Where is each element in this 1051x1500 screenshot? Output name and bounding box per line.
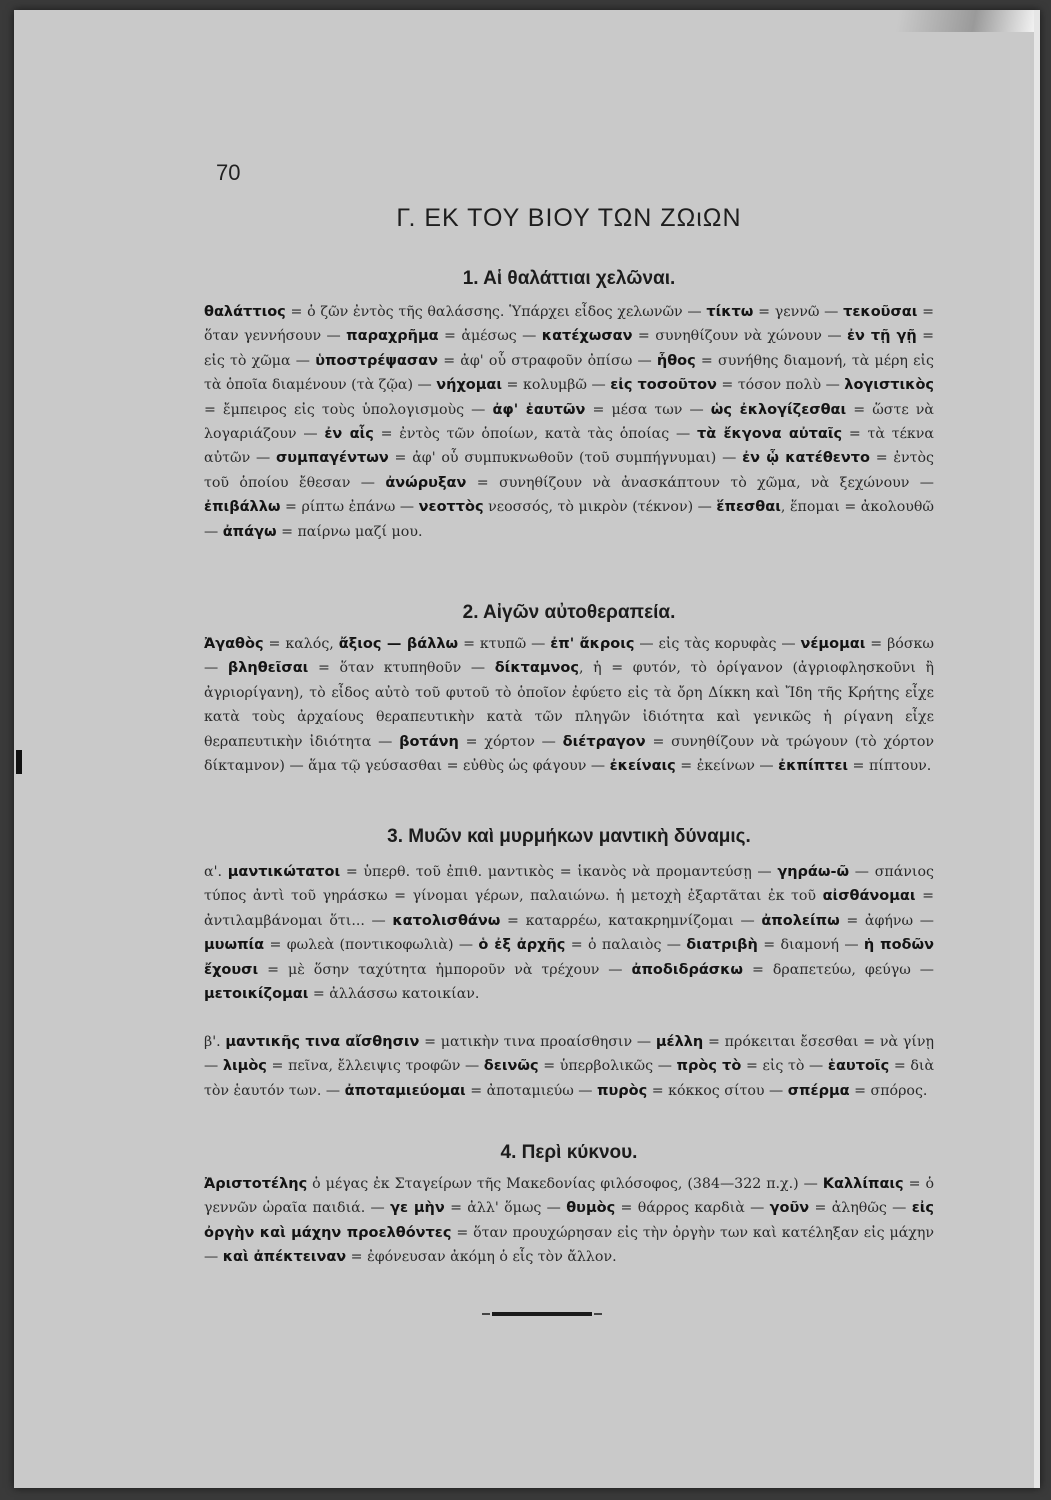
section-3-paragraph-a — [204, 860, 934, 1006]
page-corner-fold — [884, 10, 1034, 32]
gloss-text: = δραπετεύω, φεύγω — — [743, 961, 934, 978]
gloss-text: = ἀλλάσσω κατοικίαν. — [308, 986, 480, 1003]
gloss-text: — σπάνιος τύπος ἀντὶ τοῦ γηράσκω = γίνομαι γέρων, παλαιώνω. ἡ μετοχὴ ἐξαρτᾶται ἐκ τοῦ — [204, 864, 934, 905]
headword: ἑαυτοῖς — [827, 1058, 890, 1075]
gloss-text: = ἔμπειρος εἰς τοὺς ὑπολογισμοὺς — — [204, 401, 493, 418]
headword: συμπαγέντων — [276, 450, 389, 467]
headword: γοῦν — [769, 1200, 810, 1217]
end-rule — [492, 1312, 592, 1316]
section-4-paragraph — [204, 1172, 934, 1270]
gloss-text: = φωλεὰ (ποντικοφωλιὰ) — — [264, 937, 479, 954]
headword: δίκταμνος — [494, 660, 579, 677]
headword: ἐπιβάλλω — [204, 499, 281, 516]
gloss-text: = θάρρος καρδιὰ — — [615, 1200, 770, 1217]
gloss-text: = καλός, — [263, 636, 339, 652]
headword: ἡ ποδῶν ἔχουσι — [204, 937, 934, 978]
headword: βοτάνη — [399, 733, 459, 750]
gloss-text: = ἐντὸς τῶν ὁποίων, κατὰ τὰς ὁποίας — — [373, 426, 697, 443]
headword: Ἀγαθὸς — [204, 636, 264, 652]
gloss-text: = πρόκειται ἔσεσθαι = νὰ γίνῃ — — [204, 1034, 935, 1075]
gloss-text: = ὑπερβολικῶς — — [538, 1058, 677, 1075]
gloss-text: = ἀφ' οὗ στραφοῦν ὀπίσω — — [438, 352, 657, 369]
section-1-paragraph — [204, 300, 934, 544]
headword: εἰς τοσοῦτον — [610, 377, 717, 394]
gloss-text: = συνηθίζουν νὰ ἀνασκάπτουν τὸ χῶμα, νὰ ξεχώνουν — — [466, 474, 934, 491]
gloss-text: = ἀλλ' ὅμως — — [444, 1200, 567, 1217]
gloss-text: = ἐντὸς τοῦ ὁποίου ἔθεσαν — — [204, 450, 934, 491]
headword: εἰς ὀργὴν καὶ μάχην προελθόντες — [204, 1200, 935, 1241]
headword: μαντικώτατοι — [227, 864, 341, 880]
gloss-text: = ὁ ζῶν ἐντὸς τῆς θαλάσσης. Ὑπάρχει εἶδος χελωνῶν — — [285, 304, 707, 320]
gloss-text: = εἰς τὸ χῶμα — — [204, 328, 934, 369]
section-title-2: 2. Αἰγῶν αὐτοθεραπεία. — [462, 602, 676, 623]
headword: ἀφ' ἑαυτῶν — [492, 401, 586, 418]
headword: ἐν ᾧ κατέθεντο — [742, 450, 870, 467]
gloss-text: = ἀληθῶς — — [809, 1200, 912, 1217]
gloss-text: = σπόρος. — [849, 1082, 928, 1099]
gloss-text: = ἀντιλαμβάνομαι ὅτι... — — [204, 888, 934, 929]
gloss-text: = ὁ γεννῶν ὡραῖα παιδιά. — — [204, 1176, 935, 1217]
section-3-paragraph-b — [204, 1030, 934, 1103]
gloss-text: = παίρνω μαζί μου. — [276, 523, 423, 540]
headword: ἀπάγω — [222, 523, 277, 540]
gloss-text: = ἀμέσως — — [438, 328, 542, 345]
gloss-text: = ὅταν προυχώρησαν εἰς τὴν ὀργὴν των καὶ κατέληξαν εἰς μάχην — — [204, 1224, 935, 1266]
headword: διατριβὴ — [686, 937, 758, 954]
gloss-text: = πίπτουν. — [848, 758, 932, 775]
chapter-title: Γ. ΕΚ ΤΟΥ ΒΙΟΥ ΤΩΝ ΖΩιΩΝ — [396, 204, 742, 232]
headword: ὡς ἐκλογίζεσθαι — [710, 401, 847, 418]
headword: σπέρμα — [787, 1082, 850, 1099]
gloss-text: = χόρτον — — [458, 733, 563, 750]
headword: ἄξιος — βάλλω — [338, 636, 459, 652]
gloss-text: = ρίπτω ἐπάνω — — [280, 499, 419, 516]
headword: λογιστικὸς — [844, 377, 934, 394]
headword: ἀποταμιεύομαι — [344, 1082, 466, 1099]
headword: ἐκείναις — [609, 758, 676, 775]
headword: μετοικίζομαι — [204, 986, 309, 1003]
headword: νέμομαι — [800, 636, 866, 652]
gloss-text: = τόσον πολὺ — — [716, 377, 845, 394]
gloss-text: α'. — [204, 864, 228, 880]
gloss-text: = κολυμβῶ — — [502, 377, 611, 394]
page-number: 70 — [216, 160, 241, 185]
section-title-3: 3. Μυῶν καὶ μυρμήκων μαντικὴ δύναμις. — [387, 826, 751, 847]
headword: θυμὸς — [566, 1200, 616, 1217]
headword: πρὸς τὸ — [676, 1058, 742, 1075]
headword: μυωπία — [204, 937, 265, 954]
gloss-text: = τὰ τέκνα αὐτῶν — — [204, 426, 935, 467]
gloss-text: = μὲ ὅσην ταχύτητα ἠμποροῦν νὰ τρέχουν — — [258, 961, 632, 978]
gloss-text: = καταρρέω, κατακρημνίζομαι — — [500, 912, 762, 929]
headword: ἦθος — [656, 352, 696, 369]
gloss-text: = συνήθης διαμονή, τὰ μέρη εἰς τὰ ὁποῖα διαμένουν (τὰ ζῷα) — — [204, 352, 934, 394]
gloss-text: νεοσσός, τὸ μικρὸν (τέκνον) — — [483, 499, 717, 516]
headword: κατέχωσαν — [541, 328, 633, 345]
gloss-text: = ἀφήνω — — [839, 912, 934, 929]
headword: νήχομαι — [436, 377, 503, 394]
gloss-text: = μέσα των — — [585, 401, 711, 418]
headword: παραχρῆμα — [346, 328, 439, 345]
gloss-text: = ὅταν γεννήσουν — — [204, 304, 934, 345]
headword: διέτραγον — [562, 733, 646, 750]
headword: δεινῶς — [483, 1058, 539, 1075]
headword: ἀπολείπω — [761, 912, 840, 929]
headword: γε μὴν — [390, 1200, 445, 1217]
headword: τίκτω — [706, 304, 754, 320]
headword: ἐν αἷς — [324, 426, 374, 443]
gloss-text: = ὥστε νὰ λογαριάζουν — — [204, 401, 934, 443]
gloss-text: = διαμονή — — [757, 937, 864, 954]
gloss-text: β'. — [204, 1034, 226, 1050]
headword: αἰσθάνομαι — [822, 888, 916, 905]
gloss-text: = ἀφ' οὗ συμπυκνωθοῦν (τοῦ συμπήγνυμαι) — — [388, 450, 743, 467]
gloss-text: = πεῖνα, ἔλλειψις τροφῶν — — [266, 1058, 484, 1075]
headword: ἐπ' ἄκροις — [550, 636, 635, 652]
headword: μέλλη — [655, 1034, 704, 1050]
headword: γηράω-ῶ — [777, 864, 850, 880]
headword: ὁ ἐξ ἀρχῆς — [478, 937, 566, 954]
gloss-text: ὁ μέγας ἐκ Σταγείρων τῆς Μακεδονίας φιλόσοφος, (384—322 π.χ.) — — [307, 1176, 823, 1192]
headword: ἐν τῇ γῇ — [846, 328, 917, 345]
gloss-text: = ἐφόνευσαν ἀκόμη ὁ εἷς τὸν ἄλλον. — [346, 1249, 617, 1266]
section-title-4: 4. Περὶ κύκνου. — [500, 1142, 638, 1163]
headword: καὶ ἀπέκτειναν — [222, 1249, 347, 1266]
section-2-paragraph — [204, 632, 934, 778]
headword: ἐκπίπτει — [778, 758, 849, 775]
gloss-text: = διὰ τὸν ἑαυτόν των. — — [204, 1058, 935, 1099]
headword: θαλάττιος — [204, 304, 286, 320]
binding-mark — [16, 750, 22, 774]
headword: ἀνώρυξαν — [385, 474, 467, 491]
headword: λιμὸς — [222, 1058, 267, 1075]
gloss-text: , ἕπομαι = ἀκολουθῶ — — [204, 499, 935, 540]
gloss-text: = κτυπῶ — — [458, 636, 551, 652]
gloss-text: = ὅταν κτυπηθοῦν — — [308, 660, 495, 677]
gloss-text: = συνηθίζουν νὰ τρώγουν (τὸ χόρτον δίκταμνον) — ἅμα τῷ γεύσασθαι = εὐθὺς ὡς φάγουν — — [204, 733, 934, 775]
headword: τεκοῦσαι — [843, 304, 918, 320]
gloss-text: = εἰς τὸ — — [741, 1058, 828, 1075]
gloss-text: , ἡ = φυτόν, τὸ ὀρίγανον (ἀγριοφλησκοῦνι ἢ ἀγριορίγανη), τὸ εἶδος αὐτὸ τοῦ φυτοῦ τὸ ὁποῖον ἐφύετο εἰς τὰ ὄρη Δίκκη καὶ Ἴδη τῆς Κρήτης εἶχε κατὰ τοὺς ἀρχαίους θεραπευτικὴν κατὰ τῶν πληγῶν ἰδιότητα καὶ γενικῶς ἡ ρίγανη εἶχε θεραπευτικὴν ἰδιότητα — — [204, 660, 935, 750]
gloss-text: = βόσκω — — [204, 636, 934, 677]
gloss-text: = ἐκείνων — — [675, 758, 779, 775]
headword: Καλλίπαις — [822, 1176, 904, 1192]
gloss-text: = συνηθίζουν νὰ χώνουν — — [632, 328, 847, 345]
gloss-text: = ὁ παλαιὸς — — [565, 937, 687, 954]
scanned-page — [14, 10, 1040, 1488]
gloss-text: = κόκκος σίτου — — [647, 1082, 788, 1099]
gloss-text: — εἰς τὰς κορυφὰς — — [634, 636, 801, 652]
section-title-1: 1. Αἱ θαλάττιαι χελῶναι. — [462, 268, 676, 289]
headword: κατολισθάνω — [392, 912, 501, 929]
headword: ἕπεσθαι — [716, 499, 781, 516]
headword: βληθεῖσαι — [227, 660, 309, 677]
headword: πυρὸς — [597, 1082, 648, 1099]
gloss-text: = γεννῶ — — [753, 304, 844, 320]
headword: Ἀριστοτέλης — [204, 1176, 308, 1192]
headword: ἀποδιδράσκω — [631, 961, 743, 978]
gloss-text: = ὑπερθ. τοῦ ἐπιθ. μαντικὸς = ἱκανὸς νὰ προμαντεύσῃ — — [340, 864, 778, 880]
headword: ὑποστρέψασαν — [315, 352, 439, 369]
headword: τὰ ἔκγονα αὐταῖς — [696, 426, 843, 443]
gloss-text: = ματικὴν τινα προαίσθησιν — — [419, 1034, 656, 1050]
headword: μαντικῆς τινα αἴσθησιν — [225, 1034, 420, 1050]
headword: νεοττὸς — [418, 499, 484, 516]
gloss-text: = ἀποταμιεύω — — [465, 1082, 598, 1099]
